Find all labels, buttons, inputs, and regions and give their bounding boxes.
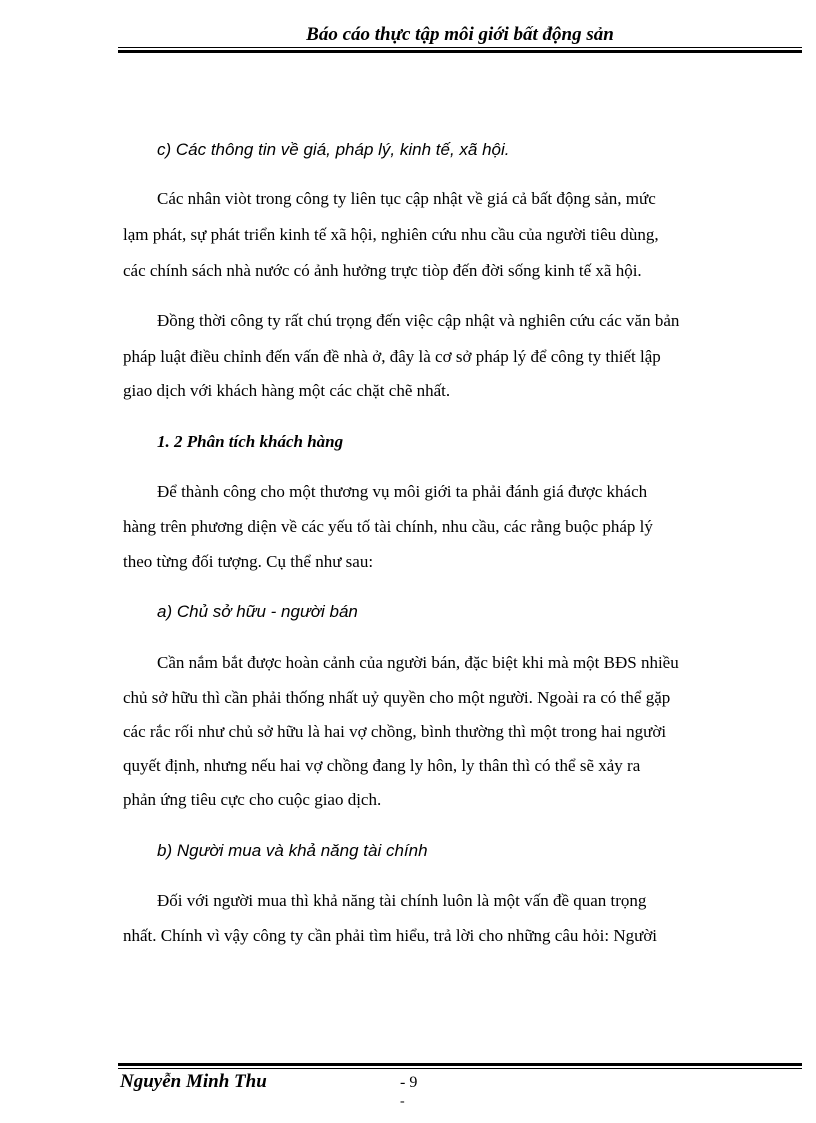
paragraph-2-line-2: pháp luật điều chỉnh đến vấn đề nhà ở, đây là cơ sở pháp lý để công ty thiết lập — [123, 347, 661, 366]
paragraph-4-line-1: Cần nắm bắt được hoàn cảnh của người bán, đặc biệt khi mà một BĐS nhiều — [157, 653, 679, 672]
page-header-title: Báo cáo thực tập môi giới bất động sản — [306, 24, 614, 45]
paragraph-4-line-4: quyết định, nhưng nếu hai vợ chồng đang ly hôn, ly thân thì có thể sẽ xảy ra — [123, 756, 641, 775]
paragraph-2-line-1: Đồng thời công ty rất chú trọng đến việc cập nhật và nghiên cứu các văn bản — [157, 311, 680, 330]
paragraph-4-line-3: các rắc rối như chủ sở hữu là hai vợ chồng, bình thường thì một trong hai người — [123, 722, 667, 741]
footer-author: Nguyễn Minh Thu — [120, 1071, 267, 1092]
footer-rule-thin — [118, 1068, 802, 1069]
footer-rule-thick — [118, 1063, 802, 1066]
paragraph-1-line-2: lạm phát, sự phát triển kinh tế xã hội, nghiên cứu nhu cầu của người tiêu dùng, — [123, 225, 659, 244]
paragraph-1-line-1: Các nhân viòt trong công ty liên tục cập nhật về giá cả bất động sản, mức — [157, 189, 656, 208]
subsection-a-title: a) Chủ sở hữu - người bán — [157, 602, 358, 621]
section-heading: 1. 2 Phân tích khách hàng — [157, 432, 344, 451]
subsection-c-title: c) Các thông tin về giá, pháp lý, kinh tế, xã hội. — [157, 140, 510, 159]
paragraph-1-line-3: các chính sách nhà nước có ảnh hưởng trực tiòp đến đời sống kinh tế xã hội. — [123, 261, 642, 280]
paragraph-5-line-1: Đối với người mua thì khả năng tài chính luôn là một vấn đề quan trọng — [157, 891, 647, 910]
paragraph-4-line-5: phản ứng tiêu cực cho cuộc giao dịch. — [123, 790, 382, 809]
page-number: - 9 — [400, 1074, 418, 1091]
paragraph-3-line-1: Để thành công cho một thương vụ môi giới ta phải đánh giá được khách — [157, 482, 648, 501]
subsection-b-title: b) Người mua và khả năng tài chính — [157, 841, 428, 860]
paragraph-4-line-2: chủ sở hữu thì cần phải thống nhất uỷ quyền cho một người. Ngoài ra có thể gặp — [123, 688, 671, 707]
paragraph-3-line-2: hàng trên phương diện về các yếu tố tài chính, nhu cầu, các rằng buộc pháp lý — [123, 517, 653, 536]
header-rule-thin — [118, 47, 802, 48]
paragraph-3-line-3: theo từng đối tượng. Cụ thể như sau: — [123, 552, 374, 571]
page-number-dash: - — [400, 1094, 405, 1109]
header-rule-thick — [118, 50, 802, 53]
paragraph-2-line-3: giao dịch với khách hàng một các chặt chẽ nhất. — [123, 381, 451, 400]
paragraph-5-line-2: nhất. Chính vì vậy công ty cần phải tìm hiểu, trả lời cho những câu hỏi: Người — [123, 926, 658, 945]
